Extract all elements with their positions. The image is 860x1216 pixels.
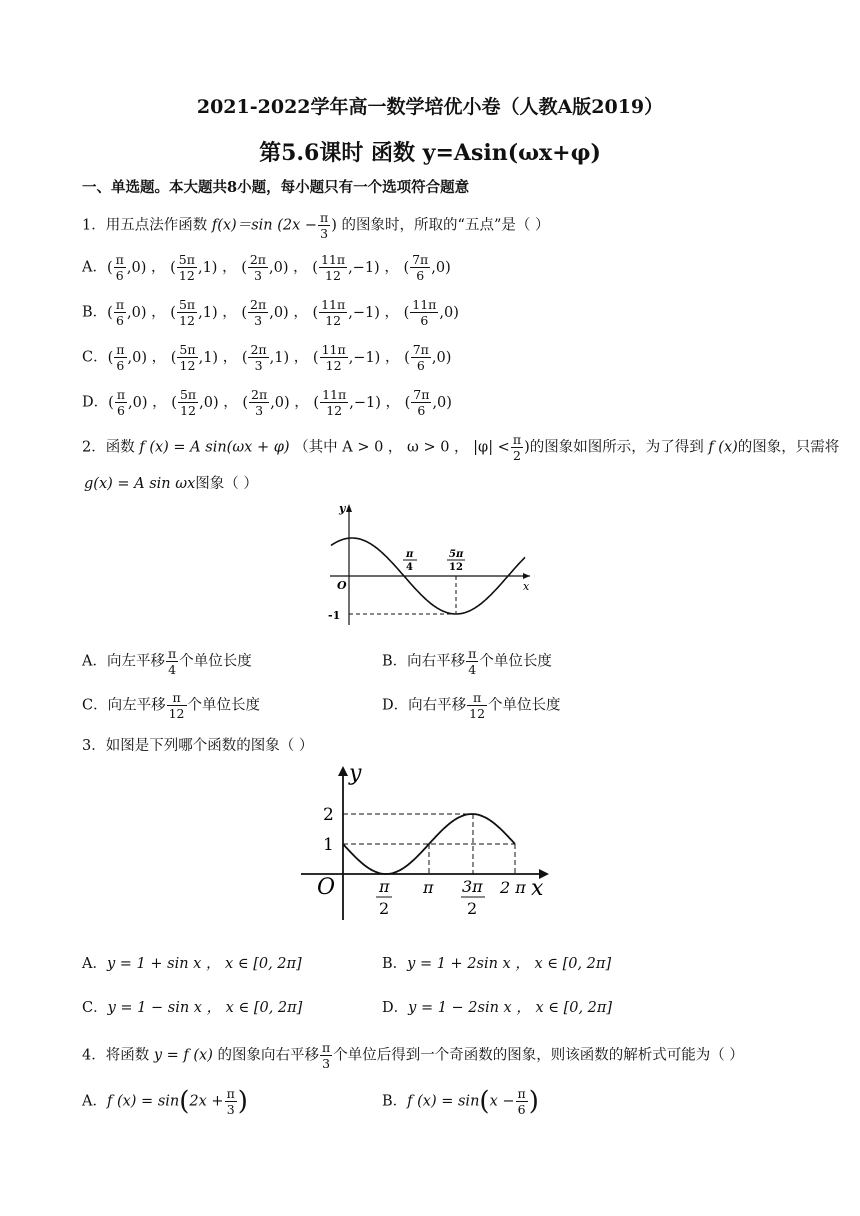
point: ( $\frac{7\pi}{6}$ ,0) <box>404 387 452 418</box>
fraction: $\frac{5\pi}{12}$ <box>178 297 196 328</box>
option-d[interactable]: D．向右平移 $\frac{\pi}{12}$ 个单位长度 <box>382 690 561 721</box>
y-label: y <box>339 502 346 515</box>
question-2-graph <box>325 500 535 630</box>
fraction: $\frac{\pi}{4}$ <box>468 646 477 677</box>
origin-label: O <box>337 579 347 592</box>
option-a[interactable]: A．( $\frac{\pi}{6}$ ,0) ， ( $\frac{5\pi}{12}$ ,1) ， ( $\frac{2\pi}{3}$ ,0) ， ( $\frac{11\pi}{12}$ ,−1) ， ( $\frac{7\pi}{6}$ ,0) <box>82 252 451 283</box>
fraction: $\frac{\pi}{6}$ <box>517 1086 526 1117</box>
fraction: $\frac{\pi}{6}$ <box>115 252 124 283</box>
x-pi-label: π <box>423 878 434 897</box>
point: ( $\frac{11\pi}{12}$ ,−1) <box>312 297 380 328</box>
point: ( $\frac{\pi}{6}$ ,0) <box>107 297 147 328</box>
document-title: 2021-2022学年高一数学培优小卷（人教A版2019） <box>196 96 664 118</box>
x-label: x <box>523 580 530 593</box>
option-c[interactable]: C．向左平移 $\frac{\pi}{12}$ 个单位长度 <box>82 690 261 721</box>
question-3-stem: 3．如图是下列哪个函数的图象（ ） <box>82 738 314 754</box>
fraction: $\frac{\pi}{4}$ <box>167 646 177 677</box>
fraction: $\frac{11\pi}{12}$ <box>322 387 347 418</box>
y-axis-arrow-icon <box>346 504 352 512</box>
origin-label: O <box>317 875 336 900</box>
tick-5pi-12-den: 12 <box>449 562 463 573</box>
fraction: $\frac{\pi}{12}$ <box>168 690 185 721</box>
fraction: $\frac{7\pi}{6}$ <box>413 387 430 418</box>
section-heading: 一、单选题。本大题共8小题，每小题只有一个选项符合题意 <box>82 179 470 196</box>
point: ( $\frac{2\pi}{3}$ ,0) <box>242 387 290 418</box>
point: ( $\frac{11\pi}{6}$ ,0) <box>403 297 459 328</box>
point: ( $\frac{5\pi}{12}$ ,1) <box>170 297 218 328</box>
question-3-graph <box>295 762 555 922</box>
fraction: $\frac{7\pi}{6}$ <box>412 342 429 373</box>
option-a[interactable]: A．向左平移 $\frac{\pi}{4}$ 个单位长度 <box>82 646 252 677</box>
fraction: $\frac{11\pi}{12}$ <box>320 252 346 283</box>
x-3pi-half-den: 2 <box>467 899 478 918</box>
fraction: $\frac{\pi}{6}$ <box>116 342 125 373</box>
fraction: $\frac{5\pi}{12}$ <box>179 342 196 373</box>
fraction: $\frac{2\pi}{3}$ <box>250 342 267 373</box>
point: ( $\frac{2\pi}{3}$ ,0) <box>241 297 289 328</box>
fraction: $\frac{11\pi}{12}$ <box>321 297 346 328</box>
fraction: $\frac{\pi}{6}$ <box>115 297 125 328</box>
x-3pi-half-num: 3π <box>462 877 483 896</box>
option-d[interactable]: D．y = 1 − 2sin x ， x ∈ [0, 2π] <box>382 1000 613 1016</box>
fraction: $\frac{\pi}{3}$ <box>226 1086 235 1117</box>
lesson-title: 第5.6课时 函数 y=Asin(ωx+φ) <box>259 140 601 166</box>
tick-pi-4-den: 4 <box>406 562 413 573</box>
option-d[interactable]: D．( $\frac{\pi}{6}$ ,0) ， ( $\frac{5\pi}{12}$ ,0) ， ( $\frac{2\pi}{3}$ ,0) ， ( $\frac{11\pi}{12}$ ,−1) ， ( $\frac{7\pi}{6}$ ,0) <box>82 387 452 418</box>
option-c[interactable]: C．( $\frac{\pi}{6}$ ,0) ， ( $\frac{5\pi}{12}$ ,1) ， ( $\frac{2\pi}{3}$ ,1) ， ( $\frac{11\pi}{12}$ ,−1) ， ( $\frac{7\pi}{6}$ ,0) <box>82 342 452 373</box>
fraction: $\frac{\pi}{6}$ <box>116 387 126 418</box>
point: ( $\frac{2\pi}{3}$ ,0) <box>241 252 289 283</box>
fraction: $\frac{2\pi}{3}$ <box>251 387 268 418</box>
question-2-stem-line2: g(x) = A sin ωx图象（ ） <box>84 476 258 492</box>
option-b[interactable]: B．f (x) = sin(x − $\frac{\pi}{6}$ ) <box>382 1086 539 1117</box>
point: ( $\frac{11\pi}{12}$ ,−1) <box>313 387 381 418</box>
option-a[interactable]: A．f (x) = sin(2x + $\frac{\pi}{3}$ ) <box>82 1086 248 1117</box>
y1-label: 1 <box>323 835 334 855</box>
point: ( $\frac{7\pi}{6}$ ,0) <box>403 252 451 283</box>
tick-5pi-12-num: 5π <box>449 549 464 560</box>
point: ( $\frac{5\pi}{12}$ ,1) <box>170 342 219 373</box>
x-axis-arrow-icon <box>523 573 530 579</box>
option-b[interactable]: B．( $\frac{\pi}{6}$ ,0) ， ( $\frac{5\pi}{12}$ ,1) ， ( $\frac{2\pi}{3}$ ,0) ， ( $\frac{11\pi}{12}$ ,−1) ， ( $\frac{11\pi}{6}$ ,0) <box>82 297 459 328</box>
point: ( $\frac{5\pi}{12}$ ,1) <box>170 252 218 283</box>
y2-label: 2 <box>323 805 334 825</box>
fraction: $\frac{11\pi}{12}$ <box>321 342 346 373</box>
point: ( $\frac{5\pi}{12}$ ,0) <box>171 387 219 418</box>
x-2pi-label: 2 π <box>500 878 526 897</box>
point: ( $\frac{7\pi}{6}$ ,0) <box>404 342 452 373</box>
tick-pi-4-num: π <box>406 549 414 560</box>
y-axis-arrow-icon <box>338 766 348 776</box>
x-label: x <box>531 876 544 901</box>
option-b[interactable]: B．向右平移 $\frac{\pi}{4}$ 个单位长度 <box>382 646 552 677</box>
option-b[interactable]: B．y = 1 + 2sin x ， x ∈ [0, 2π] <box>382 956 612 972</box>
question-4-stem: 4．将函数 y = f (x) 的图象向右平移 $\frac{\pi}{3}$ 个单位后得到一个奇函数的图象，则该函数的解析式可能为（ ） <box>82 1040 744 1071</box>
fraction: $\frac{11\pi}{6}$ <box>412 297 437 328</box>
x-pi-half-num: π <box>379 877 390 896</box>
point: ( $\frac{11\pi}{12}$ ,−1) <box>312 252 380 283</box>
y-label: y <box>349 762 362 786</box>
fraction: $\frac{2\pi}{3}$ <box>250 297 267 328</box>
x-pi-half-den: 2 <box>379 899 390 918</box>
fraction: $\frac{5\pi}{12}$ <box>179 387 197 418</box>
point: ( $\frac{\pi}{6}$ ,0) <box>107 342 148 373</box>
point: ( $\frac{2\pi}{3}$ ,1) <box>241 342 290 373</box>
option-a[interactable]: A．y = 1 + sin x ， x ∈ [0, 2π] <box>82 956 302 972</box>
fraction: $\frac{7\pi}{6}$ <box>412 252 429 283</box>
question-1-stem: 1．用五点法作函数 f(x)＝sin (2x − $\frac{\pi}{3}$ ) 的图象时，所取的“五点”是（ ） <box>82 210 550 241</box>
neg-one-label: -1 <box>328 609 341 622</box>
point: ( $\frac{\pi}{6}$ ,0) <box>108 387 148 418</box>
point: ( $\frac{11\pi}{12}$ ,−1) <box>312 342 381 373</box>
point: ( $\frac{\pi}{6}$ ,0) <box>106 252 147 283</box>
question-2-stem: 2．函数 f (x) = A sin(ωx + φ) （其中 A > 0 ， ω > 0 ， |φ| < $\frac{\pi}{2}$ )的图象如图所示，为了得到 f (x)的图象，只需将 <box>82 432 840 463</box>
fraction: $\frac{\pi}{12}$ <box>469 690 486 721</box>
option-c[interactable]: C．y = 1 − sin x ， x ∈ [0, 2π] <box>82 1000 303 1016</box>
fraction: $\frac{2\pi}{3}$ <box>249 252 267 283</box>
fraction: $\frac{5\pi}{12}$ <box>178 252 195 283</box>
